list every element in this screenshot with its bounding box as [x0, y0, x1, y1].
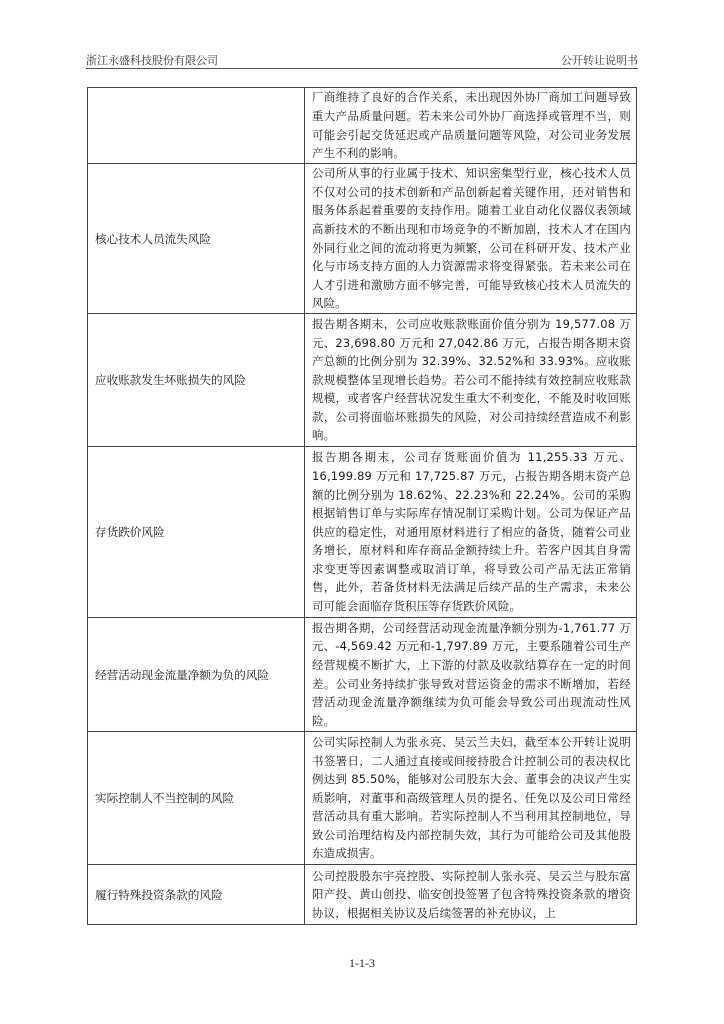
header-company-name: 浙江永盛科技股份有限公司 — [86, 54, 218, 67]
table-row — [88, 164, 637, 314]
table-row — [88, 88, 637, 164]
table-row — [88, 447, 637, 618]
risk-description-cell: 厂商维持了良好的合作关系，未出现因外协厂商加工问题导致重大产品质量问题。若未来公司外协厂商选择或管理不当，则可能会引起交货延迟或产品质量问题等风险，对公司业务发展产生不利的影响。 — [305, 88, 637, 164]
risk-name-cell: 核心技术人员流失风险 — [88, 164, 305, 314]
risk-name-cell: 履行特殊投资条款的风险 — [88, 865, 305, 925]
risk-name-cell: 经营活动现金流量净额为负的风险 — [88, 618, 305, 732]
header-document-type: 公开转让说明书 — [561, 54, 638, 67]
table-row — [88, 865, 637, 925]
page-number: 1-1-3 — [349, 956, 375, 970]
risk-description-cell: 报告期各期，公司经营活动现金流量净额分别为-1,761.77 万元、-4,569.42 万元和-1,797.89 万元，主要系随着公司生产经营规模不断扩大，上下游的付款及收款结算存在一定的时间差。公司业务持续扩张导致对营运资金的需求不断增加，若经营活动现金流量净额继续为负可能会导致公司出现流动性风险。 — [305, 618, 637, 732]
table-row — [88, 732, 637, 865]
table-row — [88, 314, 637, 447]
risk-factors-table — [87, 87, 637, 925]
risk-description-cell: 报告期各期末，公司存货账面价值为 11,255.33 万元、16,199.89 万元和 17,725.87 万元，占报告期各期末资产总额的比例分别为 18.62%、22.23%和 22.24%。公司的采购根据销售订单与实际库存情况制订采购计划。公司为保证产品供应的稳定性，对通用原材料进行了相应的备货，随着公司业务增长，原材料和库存商品金额持续上升。若客户因其自身需求变更等因素调整或取消订单，将导致公司产品无法正常销售，此外，若备货材料无法满足后续产品的生产需求，未来公司可能会面临存货积压等存货跌价风险。 — [305, 447, 637, 618]
risk-name-cell — [88, 88, 305, 164]
risk-description-cell: 报告期各期末，公司应收账款账面价值分别为 19,577.08 万元、23,698.80 万元和 27,042.86 万元，占报告期各期末资产总额的比例分别为 32.39%、32.52%和 33.93%。应收账款规模整体呈现增长趋势。若公司不能持续有效控制应收账款规模，或者客户经营状况发生重大不利变化，不能及时收回账款，公司将面临坏账损失的风险，对公司持续经营造成不利影响。 — [305, 314, 637, 447]
risk-description-cell: 公司实际控制人为张永亮、吴云兰夫妇，截至本公开转让说明书签署日，二人通过直接或间接持股合计控制公司的表决权比例达到 85.50%，能够对公司股东大会、董事会的决议产生实质影响，对董事和高级管理人员的提名、任免以及公司日常经营活动具有重大影响。若实际控制人不当利用其控制地位，导致公司治理结构及内部控制失效，其行为可能给公司及其他股东造成损害。 — [305, 732, 637, 865]
risk-name-cell: 存货跌价风险 — [88, 447, 305, 618]
risk-description-cell: 公司所从事的行业属于技术、知识密集型行业，核心技术人员不仅对公司的技术创新和产品创新起着关键作用，还对销售和服务体系起着重要的支持作用。随着工业自动化仪器仪表领域高新技术的不断出现和市场竞争的不断加剧，技术人才在国内外同行业之间的流动将更为频繁，公司在科研开发、技术产业化与市场支持方面的人力资源需求将变得紧张。若未来公司在人才引进和激励方面不够完善，可能导致核心技术人员流失的风险。 — [305, 164, 637, 314]
risk-description-cell: 公司控股股东宇亮控股、实际控制人张永亮、吴云兰与股东富阳产投、黄山创投、临安创投签署了包含特殊投资条款的增资协议，根据相关协议及后续签署的补充协议，上 — [305, 865, 637, 925]
table-row — [88, 618, 637, 732]
risk-name-cell: 实际控制人不当控制的风险 — [88, 732, 305, 865]
page-header — [86, 52, 638, 69]
risk-name-cell: 应收账款发生坏账损失的风险 — [88, 314, 305, 447]
